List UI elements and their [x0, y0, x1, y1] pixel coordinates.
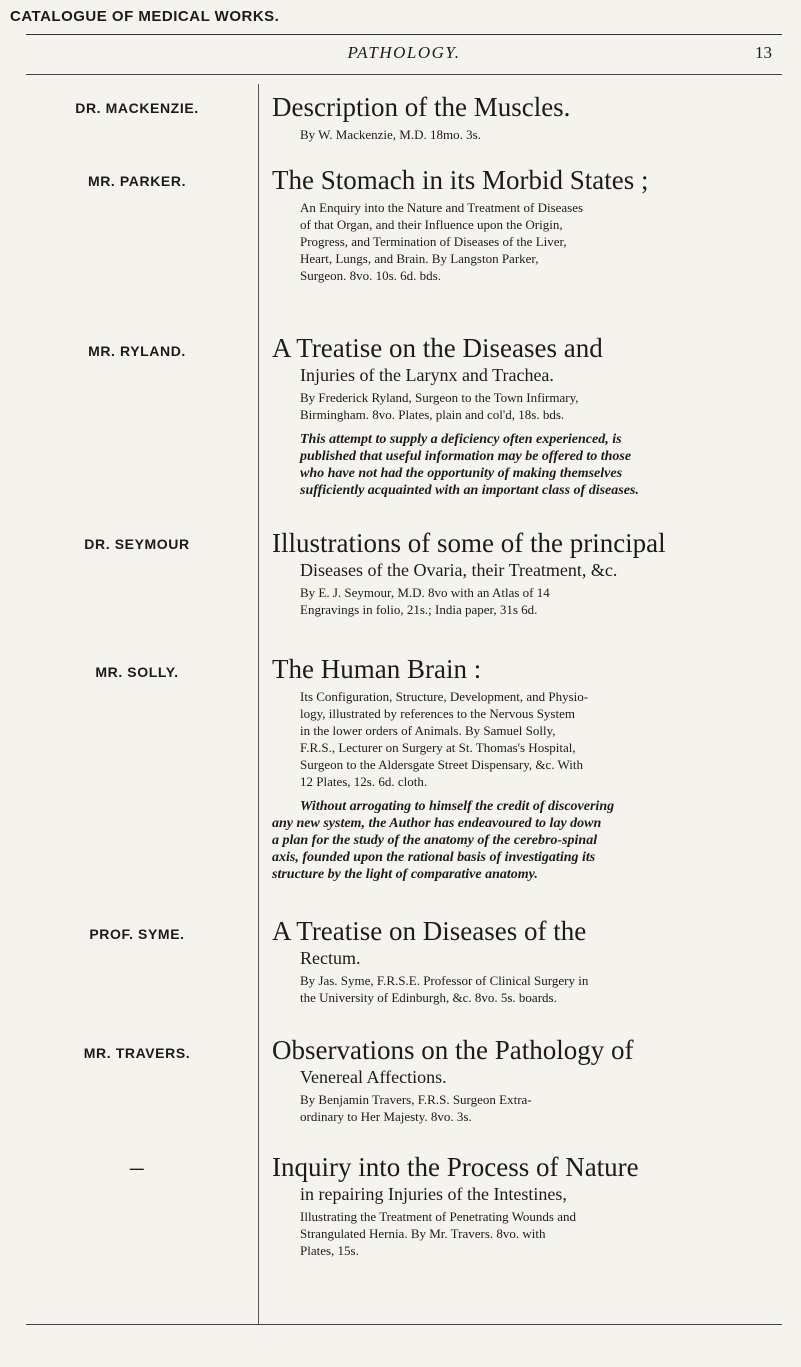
header-rule-top	[26, 34, 782, 35]
book-title: A Treatise on Diseases of the	[272, 916, 587, 946]
book-title: The Stomach in its Morbid States ;	[272, 165, 649, 195]
entry-content	[272, 654, 777, 883]
page-title: PATHOLOGY.	[347, 43, 461, 62]
entry-content	[272, 1152, 777, 1259]
text-line: in the lower orders of Animals. By Samuel Solly,	[300, 723, 556, 738]
text-line: Birmingham. 8vo. Plates, plain and col'd, 18s. bds.	[300, 407, 565, 422]
text-line: ordinary to Her Majesty. 8vo. 3s.	[300, 1109, 472, 1124]
book-subtitle: Injuries of the Larynx and Trachea.	[300, 365, 554, 385]
text-line: Engravings in folio, 21s.; India paper, 31s 6d.	[300, 602, 538, 617]
book-subtitle: Venereal Affections.	[300, 1067, 447, 1087]
publication-details	[272, 389, 777, 423]
text-line: Plates, 15s.	[300, 1243, 359, 1258]
text-line: Heart, Lungs, and Brain. By Langston Parker,	[300, 251, 539, 266]
publication-details	[272, 1208, 777, 1259]
text-line: By Jas. Syme, F.R.S.E. Professor of Clinical Surgery in	[300, 973, 589, 988]
text-line: Progress, and Termination of Diseases of the Liver,	[300, 234, 567, 249]
author-label: —	[129, 1160, 145, 1176]
book-title: Illustrations of some of the principal	[272, 528, 666, 558]
descriptive-note	[272, 798, 777, 883]
running-head: CATALOGUE OF MEDICAL WORKS.	[10, 8, 280, 25]
book-title: Observations on the Pathology of	[272, 1035, 634, 1065]
text-line: Surgeon. 8vo. 10s. 6d. bds.	[300, 268, 441, 283]
text-line: sufficiently acquainted with an important class of diseases.	[300, 483, 639, 498]
text-line: a plan for the study of the anatomy of the cerebro-spinal	[272, 833, 598, 848]
book-title: The Human Brain :	[272, 654, 482, 684]
text-line: the University of Edinburgh, &c. 8vo. 5s. boards.	[300, 990, 557, 1005]
entry-content	[272, 165, 777, 284]
text-line: Its Configuration, Structure, Development, and Physio-	[300, 689, 589, 704]
page-header	[26, 34, 782, 78]
text-line: 12 Plates, 12s. 6d. cloth.	[300, 774, 428, 789]
publication-details	[272, 688, 777, 790]
text-line: F.R.S., Lecturer on Surgery at St. Thomas's Hospital,	[300, 740, 576, 755]
text-line: Surgeon to the Aldersgate Street Dispensary, &c. With	[300, 757, 584, 772]
entry-content	[272, 92, 777, 143]
author-label: PROF. SYME.	[89, 926, 185, 942]
publication-details	[272, 972, 777, 1006]
author-label: MR. RYLAND.	[88, 343, 186, 359]
bottom-rule	[26, 1324, 782, 1325]
text-line: axis, founded upon the rational basis of investigating its	[272, 850, 596, 865]
text-line: By W. Mackenzie, M.D. 18mo. 3s.	[300, 127, 481, 142]
text-line: Without arrogating to himself the credit of discovering	[300, 799, 615, 814]
text-line: Illustrating the Treatment of Penetrating Wounds and	[300, 1209, 577, 1224]
author-label: DR. MACKENZIE.	[75, 100, 199, 116]
text-line: An Enquiry into the Nature and Treatment of Diseases	[300, 200, 584, 215]
book-subtitle: in repairing Injuries of the Intestines,	[300, 1184, 567, 1204]
text-line: By Benjamin Travers, F.R.S. Surgeon Extra-	[300, 1092, 532, 1107]
entry-content	[272, 528, 777, 618]
book-subtitle: Rectum.	[300, 948, 361, 968]
text-line: logy, illustrated by references to the Nervous System	[300, 706, 575, 721]
author-label: MR. TRAVERS.	[83, 1045, 191, 1061]
entry-content	[272, 916, 777, 1006]
text-line: By Frederick Ryland, Surgeon to the Town Infirmary,	[300, 390, 579, 405]
text-line: who have not had the opportunity of making themselves	[300, 466, 623, 481]
publication-details	[272, 584, 777, 618]
column-divider	[258, 84, 259, 1324]
book-title: Description of the Muscles.	[272, 92, 571, 122]
publication-details	[272, 199, 777, 284]
descriptive-note	[272, 431, 777, 499]
book-title: A Treatise on the Diseases and	[272, 333, 603, 363]
entry-content	[272, 1035, 777, 1125]
header-rule-bottom	[26, 74, 782, 75]
text-line: structure by the light of comparative anatomy.	[272, 867, 538, 882]
publication-details	[272, 126, 777, 143]
author-label: MR. SOLLY.	[95, 664, 179, 680]
text-line: Strangulated Hernia. By Mr. Travers. 8vo. with	[300, 1226, 546, 1241]
publication-details	[272, 1091, 777, 1125]
text-line: This attempt to supply a deficiency often experienced, is	[300, 432, 622, 447]
text-line: of that Organ, and their Influence upon the Origin,	[300, 217, 563, 232]
text-line: published that useful information may be offered to those	[300, 449, 632, 464]
book-title: Inquiry into the Process of Nature	[272, 1152, 639, 1182]
author-label: MR. PARKER.	[87, 173, 187, 189]
text-line: any new system, the Author has endeavoured to lay down	[272, 816, 602, 831]
book-subtitle: Diseases of the Ovaria, their Treatment, &c.	[300, 560, 618, 580]
author-label: DR. SEYMOUR	[84, 536, 190, 552]
page-number: 13	[755, 43, 772, 62]
entry-content	[272, 333, 777, 499]
text-line: By E. J. Seymour, M.D. 8vo with an Atlas of 14	[300, 585, 550, 600]
